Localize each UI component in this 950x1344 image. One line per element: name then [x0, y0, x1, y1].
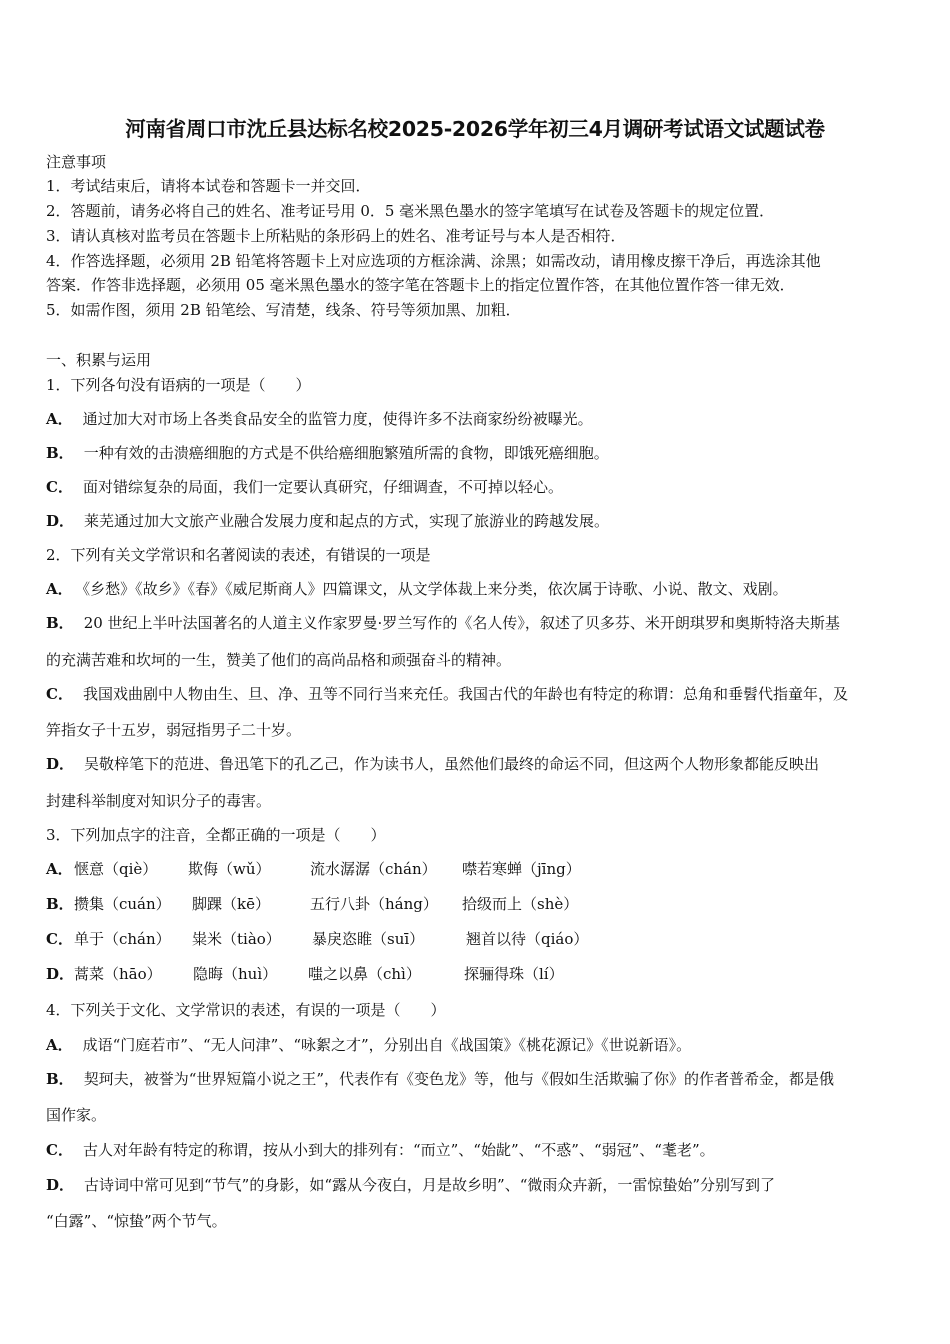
section-heading: 一、积累与运用	[46, 351, 152, 369]
q4-option-c: C． 古人对年龄有特定的称谓，按从小到大的排列有：“而立”、“始龀”、“不惑”、“弱冠”、“耄老”。	[46, 1141, 715, 1159]
notice-item-5: 5．如需作图，须用 2B 铅笔绘、写清楚，线条、符号等须加黑、加粗．	[46, 301, 521, 319]
q4-option-d: D． 古诗词中常可见到“节气”的身影，如“露从今夜白，月是故乡明”、“微雨众卉新，一雷惊蛰始”分别写到了	[46, 1176, 776, 1194]
notice-item-3: 3．请认真核对监考员在答题卡上所粘贴的条形码上的姓名、准考证号与本人是否相符．	[46, 227, 626, 245]
q3-option-a-label: A．	[46, 860, 73, 878]
q3-stem: 3．下列加点字的注音，全都正确的一项是（ ）	[46, 826, 386, 844]
q3-c-item-4: 翘首以待（qiáo）	[466, 930, 589, 948]
page-title: 河南省周口市沈丘县达标名校2025-2026学年初三4月调研考试语文试题试卷	[125, 117, 825, 141]
q4-option-b: B． 契珂夫，被誉为“世界短篇小说之王”，代表作有《变色龙》等，他与《假如生活欺骗了你》的作者普希金，都是俄	[46, 1070, 835, 1088]
q3-d-item-4: 探骊得珠（lí）	[464, 965, 564, 983]
notice-item-4-cont: 答案．作答非选择题，必须用 05 毫米黑色墨水的签字笔在答题卡上的指定位置作答，在其他位置作答一律无效．	[46, 276, 795, 294]
notice-item-4: 4．作答选择题，必须用 2B 铅笔将答题卡上对应选项的方框涂满、涂黑；如需改动，请用橡皮擦干净后，再选涂其他	[46, 252, 821, 270]
notice-heading: 注意事项	[46, 153, 107, 171]
q2-option-a: A． 《乡愁》《故乡》《春》《威尼斯商人》四篇课文，从文学体裁上来分类，依次属于诗歌、小说、散文、戏剧。	[46, 580, 788, 598]
q3-c-item-2: 粜米（tiào）	[192, 930, 281, 948]
q4-option-d-cont: “白露”、“惊蛰”两个节气。	[46, 1212, 227, 1230]
q2-option-c: C． 我国戏曲剧中人物由生、旦、净、丑等不同行当来充任。我国古代的年龄也有特定的称谓：总角和垂髫代指童年，及	[46, 685, 848, 703]
q1-stem: 1．下列各句没有语病的一项是（ ）	[46, 376, 311, 394]
q3-a-item-3: 流水潺潺（chán）	[310, 860, 437, 878]
q4-stem: 4．下列关于文化、文学常识的表述，有误的一项是（ ）	[46, 1001, 446, 1019]
q3-d-item-1: 蒿菜（hāo）	[74, 965, 162, 983]
q2-option-c-cont: 笄指女子十五岁，弱冠指男子二十岁。	[46, 721, 302, 739]
q1-option-c: C． 面对错综复杂的局面，我们一定要认真研究，仔细调查，不可掉以轻心。	[46, 478, 563, 496]
q3-d-item-3: 嗤之以鼻（chì）	[308, 965, 421, 983]
q3-a-item-1: 惬意（qiè）	[74, 860, 158, 878]
q2-option-d: D． 吴敬梓笔下的范进、鲁迅笔下的孔乙己，作为读书人，虽然他们最终的命运不同，但这两个人物形象都能反映出	[46, 755, 820, 773]
q1-option-a: A． 通过加大对市场上各类食品安全的监管力度，使得许多不法商家纷纷被曝光。	[46, 410, 593, 428]
q3-b-item-4: 拾级而上（shè）	[462, 895, 579, 913]
q4-option-b-cont: 国作家。	[46, 1106, 107, 1124]
q3-b-item-3: 五行八卦（háng）	[310, 895, 438, 913]
q3-option-b-label: B．	[46, 895, 74, 913]
q1-option-d: D． 莱芜通过加大文旅产业融合发展力度和起点的方式，实现了旅游业的跨越发展。	[46, 512, 610, 530]
q3-b-item-2: 脚踝（kē）	[192, 895, 270, 913]
notice-item-1: 1．考试结束后，请将本试卷和答题卡一并交回．	[46, 177, 371, 195]
q2-option-b-cont: 的充满苦难和坎坷的一生，赞美了他们的高尚品格和顽强奋斗的精神。	[46, 651, 512, 669]
q3-option-d-label: D．	[46, 965, 75, 983]
q1-option-b: B． 一种有效的击溃癌细胞的方式是不供给癌细胞繁殖所需的食物，即饿死癌细胞。	[46, 444, 609, 462]
notice-item-2: 2．答题前，请务必将自己的姓名、准考证号用 0．5 毫米黑色墨水的签字笔填写在试卷及答题卡的规定位置．	[46, 202, 775, 220]
q3-c-item-1: 单于（chán）	[74, 930, 171, 948]
q3-a-item-4: 噤若寒蝉（jīng）	[462, 860, 581, 878]
q3-d-item-2: 隐晦（huì）	[193, 965, 278, 983]
q3-b-item-1: 攒集（cuán）	[74, 895, 171, 913]
q2-stem: 2．下列有关文学常识和名著阅读的表述，有错误的一项是	[46, 546, 431, 564]
q3-option-c-label: C．	[46, 930, 73, 948]
q2-option-d-cont: 封建科举制度对知识分子的毒害。	[46, 792, 272, 810]
q3-a-item-2: 欺侮（wǔ）	[188, 860, 271, 878]
q4-option-a: A． 成语“门庭若市”、“无人问津”、“咏絮之才”，分别出自《战国策》《桃花源记》《世说新语》。	[46, 1036, 692, 1054]
q3-c-item-3: 暴戾恣睢（suī）	[312, 930, 425, 948]
q2-option-b: B． 20 世纪上半叶法国著名的人道主义作家罗曼·罗兰写作的《名人传》，叙述了贝多芬、米开朗琪罗和奥斯特洛夫斯基	[46, 614, 840, 632]
